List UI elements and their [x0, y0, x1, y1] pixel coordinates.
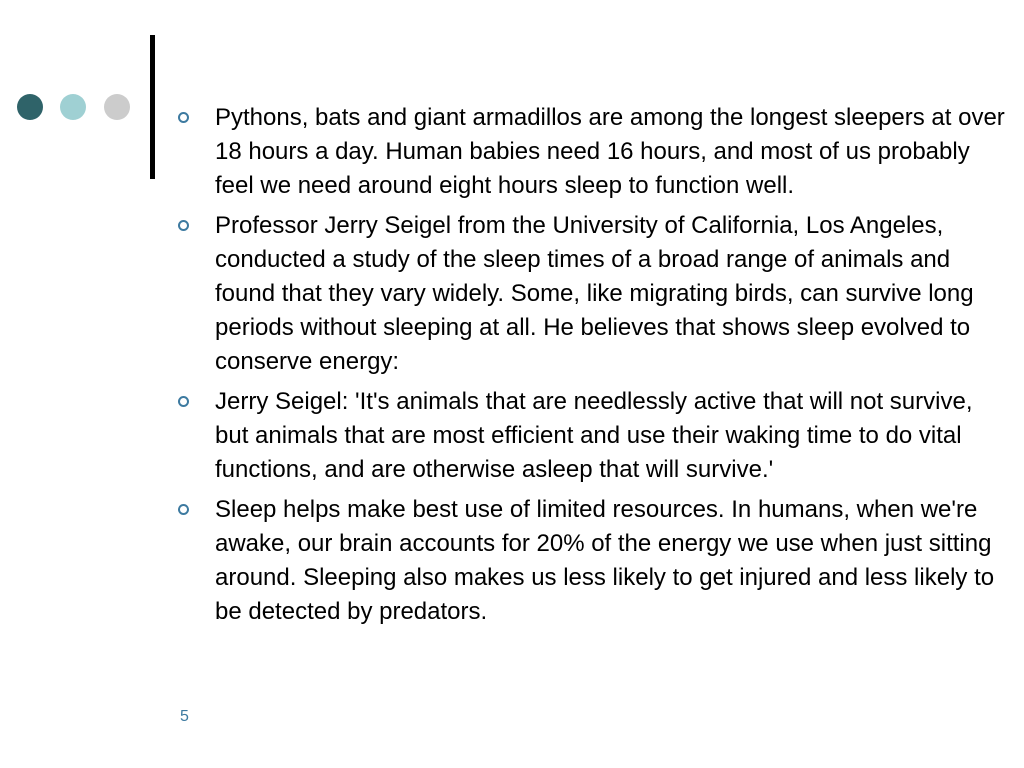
- vertical-divider: [150, 35, 155, 179]
- dark-teal-circle-icon: [17, 94, 43, 120]
- grey-circle-icon: [104, 94, 130, 120]
- bullet-item: [175, 209, 1010, 379]
- hollow-circle-bullet-icon: [178, 504, 189, 515]
- bullet-item: [175, 101, 1010, 203]
- bullet-item: [175, 385, 1010, 487]
- bullet-text: Jerry Seigel: 'It's animals that are needlessly active that will not survive, but animals that are most efficient and use their waking time to do vital functions, and are otherwise asleep that will survive.': [215, 388, 973, 483]
- hollow-circle-bullet-icon: [178, 396, 189, 407]
- bullet-item: [175, 493, 1010, 629]
- light-teal-circle-icon: [60, 94, 86, 120]
- bullet-text: Sleep helps make best use of limited resources. In humans, when we're awake, our brain accounts for 20% of the energy we use when just sitting around. Sleeping also makes us less likely to get injured and less likely to be detected by predators.: [215, 496, 995, 625]
- bullet-text: Pythons, bats and giant armadillos are among the longest sleepers at over 18 hours a day. Human babies need 16 hours, and most of us probably feel we need around eight hours sleep to function well.: [215, 104, 1005, 199]
- bullet-list: [175, 101, 1010, 635]
- hollow-circle-bullet-icon: [178, 112, 189, 123]
- hollow-circle-bullet-icon: [178, 220, 189, 231]
- page-number: 5: [180, 708, 189, 725]
- bullet-text: Professor Jerry Seigel from the University of California, Los Angeles, conducted a study of the sleep times of a broad range of animals and found that they vary widely. Some, like migrating birds, can survive long periods without sleeping at all. He believes that shows sleep evolved to conserve energy:: [215, 212, 974, 375]
